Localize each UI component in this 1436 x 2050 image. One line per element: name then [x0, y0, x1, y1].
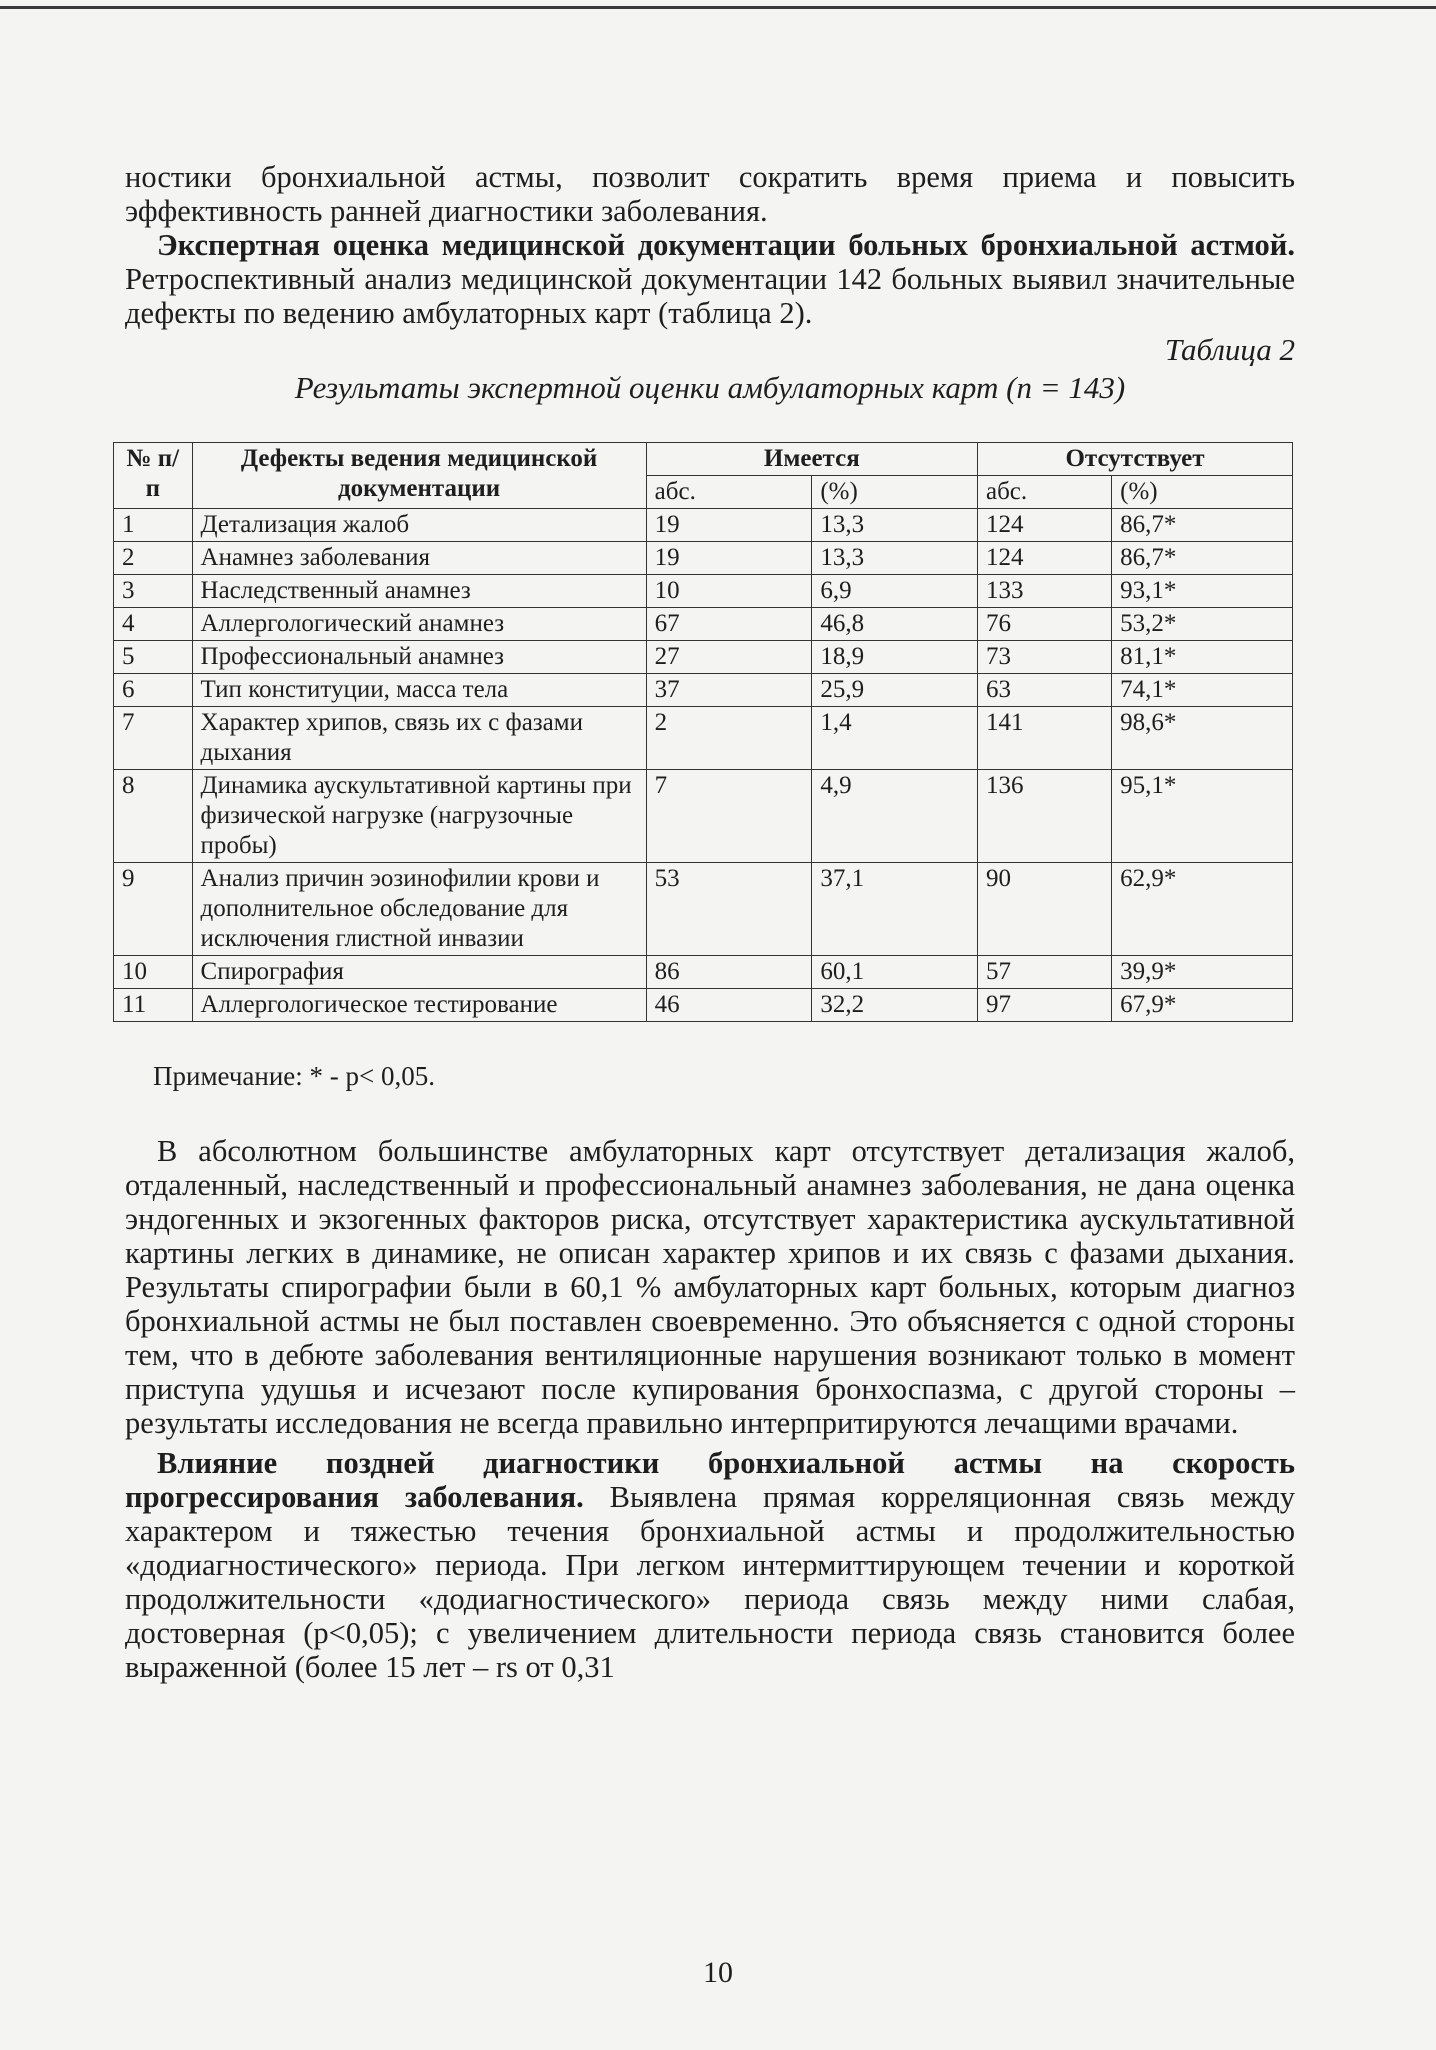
row-absent-abs: 124 [977, 542, 1111, 575]
row-absent-pct: 98,6* [1112, 707, 1293, 770]
row-num: 3 [114, 575, 193, 608]
table-row [114, 542, 1293, 575]
row-present-abs: 2 [646, 707, 812, 770]
row-defect: Аллергологическое тестирование [192, 989, 646, 1022]
row-num: 1 [114, 509, 193, 542]
row-present-pct: 25,9 [812, 674, 978, 707]
row-present-pct: 46,8 [812, 608, 978, 641]
row-defect: Динамика аускультативной картины при физической нагрузке (нагрузочные пробы) [192, 770, 646, 863]
row-present-abs: 7 [646, 770, 812, 863]
table-label: Таблица 2 [1164, 332, 1295, 367]
row-present-pct: 60,1 [812, 956, 978, 989]
row-absent-abs: 141 [977, 707, 1111, 770]
row-present-abs: 19 [646, 542, 812, 575]
row-num: 9 [114, 863, 193, 956]
table-row [114, 509, 1293, 542]
row-present-abs: 19 [646, 509, 812, 542]
table-row [114, 707, 1293, 770]
table-row [114, 989, 1293, 1022]
row-absent-abs: 97 [977, 989, 1111, 1022]
row-defect: Детализация жалоб [192, 509, 646, 542]
row-absent-abs: 124 [977, 509, 1111, 542]
table-row [114, 674, 1293, 707]
row-present-abs: 86 [646, 956, 812, 989]
row-absent-abs: 76 [977, 608, 1111, 641]
row-defect: Наследственный анамнез [192, 575, 646, 608]
header-absent-abs: абс. [977, 476, 1111, 509]
row-absent-pct: 86,7* [1112, 542, 1293, 575]
row-absent-pct: 95,1* [1112, 770, 1293, 863]
row-absent-abs: 133 [977, 575, 1111, 608]
row-absent-pct: 93,1* [1112, 575, 1293, 608]
row-present-abs: 46 [646, 989, 812, 1022]
row-num: 8 [114, 770, 193, 863]
row-absent-pct: 81,1* [1112, 641, 1293, 674]
header-absent: Отсутствует [977, 443, 1292, 476]
row-present-abs: 10 [646, 575, 812, 608]
intro-paragraph: ностики бронхиальной астмы, позволит сократить время приема и повысить эффективность ранней диагностики заболевания. [125, 160, 1295, 228]
row-present-pct: 4,9 [812, 770, 978, 863]
row-num: 2 [114, 542, 193, 575]
row-defect: Тип конституции, масса тела [192, 674, 646, 707]
row-num: 6 [114, 674, 193, 707]
row-present-pct: 13,3 [812, 509, 978, 542]
row-present-pct: 13,3 [812, 542, 978, 575]
row-defect: Спирография [192, 956, 646, 989]
header-absent-pct: (%) [1112, 476, 1293, 509]
body-paragraph-1: В абсолютном большинстве амбулаторных карт отсутствует детализация жалоб, отдаленный, наследственный и профессиональный анамнез заболевания, не дана оценка эндогенных и экзогенных факторов риска, отсутствует характеристика аускультативной картины легких в динамике, не описан характер хрипов и их связь с фазами дыхания. Результаты спирографии были в 60,1 % амбулаторных карт больных, которым диагноз бронхиальной астмы не был поставлен своевременно. Это объясняется с одной стороны тем, что в дебюте заболевания вентиляционные нарушения возникают только в момент приступа удушья и исчезают после купирования бронхоспазма, с другой стороны – результаты исследования не всегда правильно интерпритируются лечащими врачами. [125, 1134, 1295, 1440]
table-row [114, 956, 1293, 989]
header-present: Имеется [646, 443, 977, 476]
defects-table [113, 442, 1293, 1022]
row-present-pct: 37,1 [812, 863, 978, 956]
row-present-abs: 53 [646, 863, 812, 956]
row-absent-abs: 73 [977, 641, 1111, 674]
expert-assessment-paragraph: Экспертная оценка медицинской документации больных бронхиальной астмой. Ретроспективный анализ медицинской документации 142 больных выявил значительные дефекты по ведению амбулаторных карт (таблица 2). [125, 228, 1295, 330]
row-present-abs: 67 [646, 608, 812, 641]
late-diagnosis-heading: Влияние поздней диагностики бронхиальной астмы на скорость прогрессирования заболевания. [125, 1446, 1295, 1514]
table-row [114, 575, 1293, 608]
table-row [114, 863, 1293, 956]
header-num: № п/п [114, 443, 193, 509]
top-rule [0, 6, 1436, 9]
page-content [122, 160, 1295, 1684]
row-absent-abs: 90 [977, 863, 1111, 956]
row-num: 4 [114, 608, 193, 641]
row-absent-pct: 62,9* [1112, 863, 1293, 956]
header-present-pct: (%) [812, 476, 978, 509]
table-note: Примечание: * - p< 0,05. [153, 1061, 436, 1091]
row-absent-pct: 39,9* [1112, 956, 1293, 989]
body-paragraph-2: Влияние поздней диагностики бронхиальной астмы на скорость прогрессирования заболевания. Выявлена прямая корреляционная связь между характером и тяжестью течения бронхиальной астмы и продолжительностью «додиагностического» периода. При легком интермиттирующем течении и короткой продолжительности «додиагностического» периода связь между ними слабая, достоверная (р<0,05); с увеличением длительности периода связь становится более выраженной (более 15 лет – rs от 0,31 [125, 1446, 1295, 1684]
table-row [114, 770, 1293, 863]
expert-assessment-heading: Экспертная оценка медицинской документации больных бронхиальной астмой. [157, 228, 1295, 262]
row-absent-pct: 74,1* [1112, 674, 1293, 707]
row-defect: Характер хрипов, связь их с фазами дыхания [192, 707, 646, 770]
row-absent-pct: 86,7* [1112, 509, 1293, 542]
row-defect: Профессиональный анамнез [192, 641, 646, 674]
page-number: 10 [703, 1956, 733, 1989]
row-present-pct: 6,9 [812, 575, 978, 608]
table-row [114, 608, 1293, 641]
row-absent-abs: 57 [977, 956, 1111, 989]
row-num: 10 [114, 956, 193, 989]
row-num: 7 [114, 707, 193, 770]
row-present-pct: 1,4 [812, 707, 978, 770]
row-absent-abs: 63 [977, 674, 1111, 707]
row-present-pct: 32,2 [812, 989, 978, 1022]
row-present-abs: 37 [646, 674, 812, 707]
table-row [114, 641, 1293, 674]
row-defect: Аллергологический анамнез [192, 608, 646, 641]
header-present-abs: абс. [646, 476, 812, 509]
row-absent-pct: 53,2* [1112, 608, 1293, 641]
header-defect: Дефекты ведения медицинской документации [192, 443, 646, 509]
row-num: 5 [114, 641, 193, 674]
table-caption: Результаты экспертной оценки амбулаторных карт (n = 143) [294, 370, 1126, 405]
row-absent-pct: 67,9* [1112, 989, 1293, 1022]
row-absent-abs: 136 [977, 770, 1111, 863]
row-defect: Анализ причин эозинофилии крови и дополнительное обследование для исключения глистной инвазии [192, 863, 646, 956]
row-defect: Анамнез заболевания [192, 542, 646, 575]
row-num: 11 [114, 989, 193, 1022]
row-present-pct: 18,9 [812, 641, 978, 674]
row-present-abs: 27 [646, 641, 812, 674]
